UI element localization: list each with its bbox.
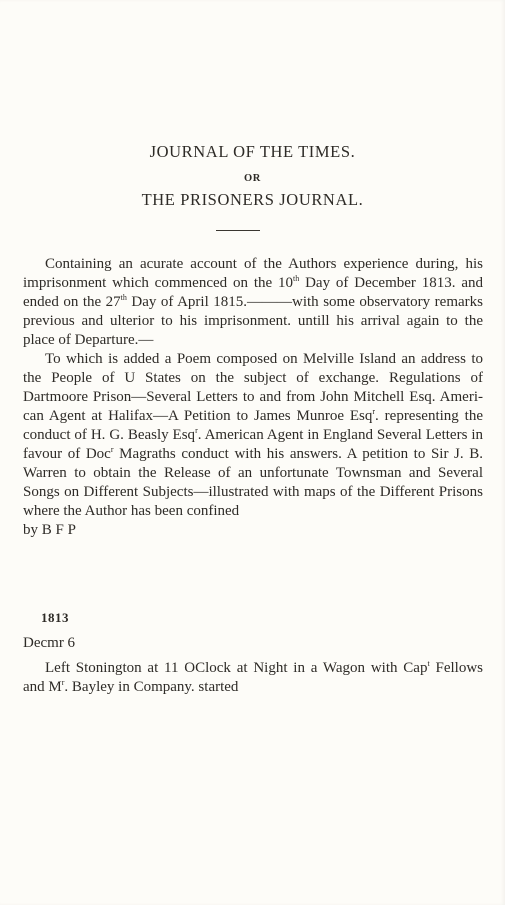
- entry-text-a: Left Stonington at 11 OClock at Night in a Wagon with Cap: [45, 660, 428, 676]
- intro-p2-sup-1: r: [372, 407, 376, 416]
- intro-p2-text-d: Magraths conduct with his answers. A petition to Sir J. B. Warren to obtain the Release of an unfortunate Townsman and Several Songs on Different Subjects—illustrated with maps of the Different Prisons where the Author has been confined: [23, 446, 483, 519]
- intro-p2-text-a: To which is added a Poem composed on Melville Island an address to the People of U States on the subject of exchange. Regulations of Dartmoore Prison—Several Letters to and from John Mitchell Esq. American Agent at Halifax—A Petition to James Munroe Esq: [23, 351, 483, 424]
- intro-p2-text-c: . American Agent in England Several Letters in favour of Doc: [23, 427, 483, 462]
- journal-subtitle: THE PRISONERS JOURNAL.: [141, 190, 364, 209]
- intro-p1-sup-1: th: [293, 274, 300, 283]
- journal-title: JOURNAL OF THE TIMES.: [149, 142, 356, 161]
- intro-p1-text-c: Day of April 1815.———with some observatory remarks previous and ulterior to his imprisonment. untill his arrival again to the place of Departure.—: [23, 294, 483, 348]
- entry-sup-2: r: [61, 678, 65, 687]
- intro-p2-text-b: . representing the conduct of H. G. Beasly Esq: [23, 408, 483, 443]
- entry-date: Decmr 6: [23, 635, 76, 651]
- intro-p1-text-b: Day of December 1813. and ended on the 27: [23, 275, 483, 310]
- intro-p2-sup-2: r: [195, 426, 198, 435]
- intro-p1-text-a: Containing an acurate account of the Authors experience during, his imprisonment which commenced on the 10: [23, 256, 483, 291]
- intro-paragraph-1: [23, 255, 483, 350]
- intro-p1-sup-2: th: [120, 293, 127, 302]
- entry-text-b: Fellows and M: [23, 660, 483, 695]
- entry-sup-1: t: [427, 659, 430, 668]
- title-divider: [216, 230, 260, 231]
- entry-year: 1813: [41, 610, 69, 625]
- intro-section: [23, 255, 483, 540]
- entry-paragraph: [23, 659, 483, 697]
- journal-entry: [23, 659, 483, 697]
- entry-text-c: . Bayley in Company. started: [64, 679, 239, 695]
- intro-paragraph-2: [23, 350, 483, 521]
- intro-p2-sup-3: r: [110, 445, 114, 454]
- author-byline: by B F P: [23, 522, 76, 538]
- title-conjunction: OR: [244, 173, 261, 184]
